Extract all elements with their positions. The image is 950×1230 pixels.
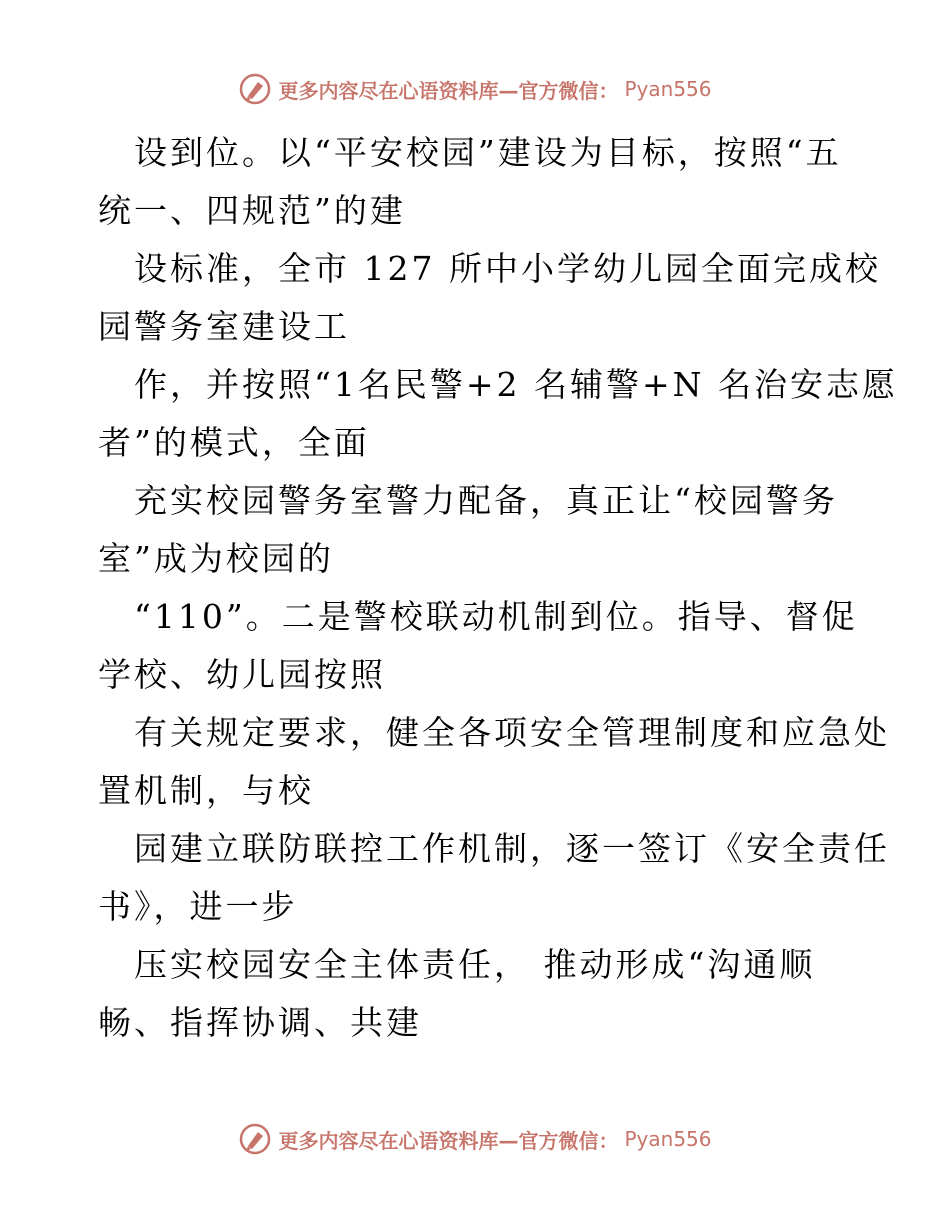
paragraph-line: 充实校园警务室警力配备，真正让“校园警务 [134, 481, 838, 520]
paragraph-line: 作，并按照“1名民警+2 名辅警+N 名治安志愿 [134, 365, 899, 404]
paragraph-line: 有关规定要求，健全各项安全管理制度和应急处 [134, 713, 890, 752]
paragraph-line: 统一、四规范”的建 [98, 191, 406, 230]
header-watermark [0, 72, 950, 106]
paragraph-4 [98, 472, 858, 588]
paragraph-5 [98, 588, 858, 704]
paragraph-7 [98, 820, 890, 936]
paragraph-line: 设到位。以“平安校园”建设为目标，按照“五 [134, 133, 842, 172]
watermark-handle: Pyan556 [624, 1127, 712, 1151]
paragraph-line: 书》，进一步 [98, 887, 298, 926]
paragraph-3 [98, 356, 899, 472]
paragraph-line: “110”。二是警校联动机制到位。指导、督促 [134, 597, 858, 636]
paragraph-line: 园警务室建设工 [98, 307, 350, 346]
paragraph-line: 置机制，与校 [98, 771, 314, 810]
paragraph-line: 压实校园安全主体责任， 推动形成“沟通顺 [134, 945, 816, 984]
watermark-text: 更多内容尽在心语资料库—官方微信： [278, 78, 619, 103]
watermark-handle: Pyan556 [624, 77, 712, 101]
paragraph-6 [98, 704, 890, 820]
footer-watermark [0, 1122, 950, 1156]
paragraph-2 [98, 240, 881, 356]
pen-logo-icon [238, 1122, 272, 1156]
paragraph-line: 设标准，全市 127 所中小学幼儿园全面完成校 [134, 249, 881, 288]
paragraph-line: 学校、幼儿园按照 [98, 655, 386, 694]
paragraph-line: 畅、指挥协调、共建 [98, 1003, 422, 1042]
paragraph-line: 园建立联防联控工作机制，逐一签订《安全责任 [134, 829, 890, 868]
paragraph-line: 者”的模式，全面 [98, 423, 370, 462]
pen-logo-icon [238, 72, 272, 106]
paragraph-8 [98, 936, 858, 1052]
paragraph-1 [98, 124, 858, 240]
document-body [98, 124, 899, 1052]
paragraph-line: 室”成为校园的 [98, 539, 334, 578]
watermark-text: 更多内容尽在心语资料库—官方微信： [278, 1128, 619, 1153]
